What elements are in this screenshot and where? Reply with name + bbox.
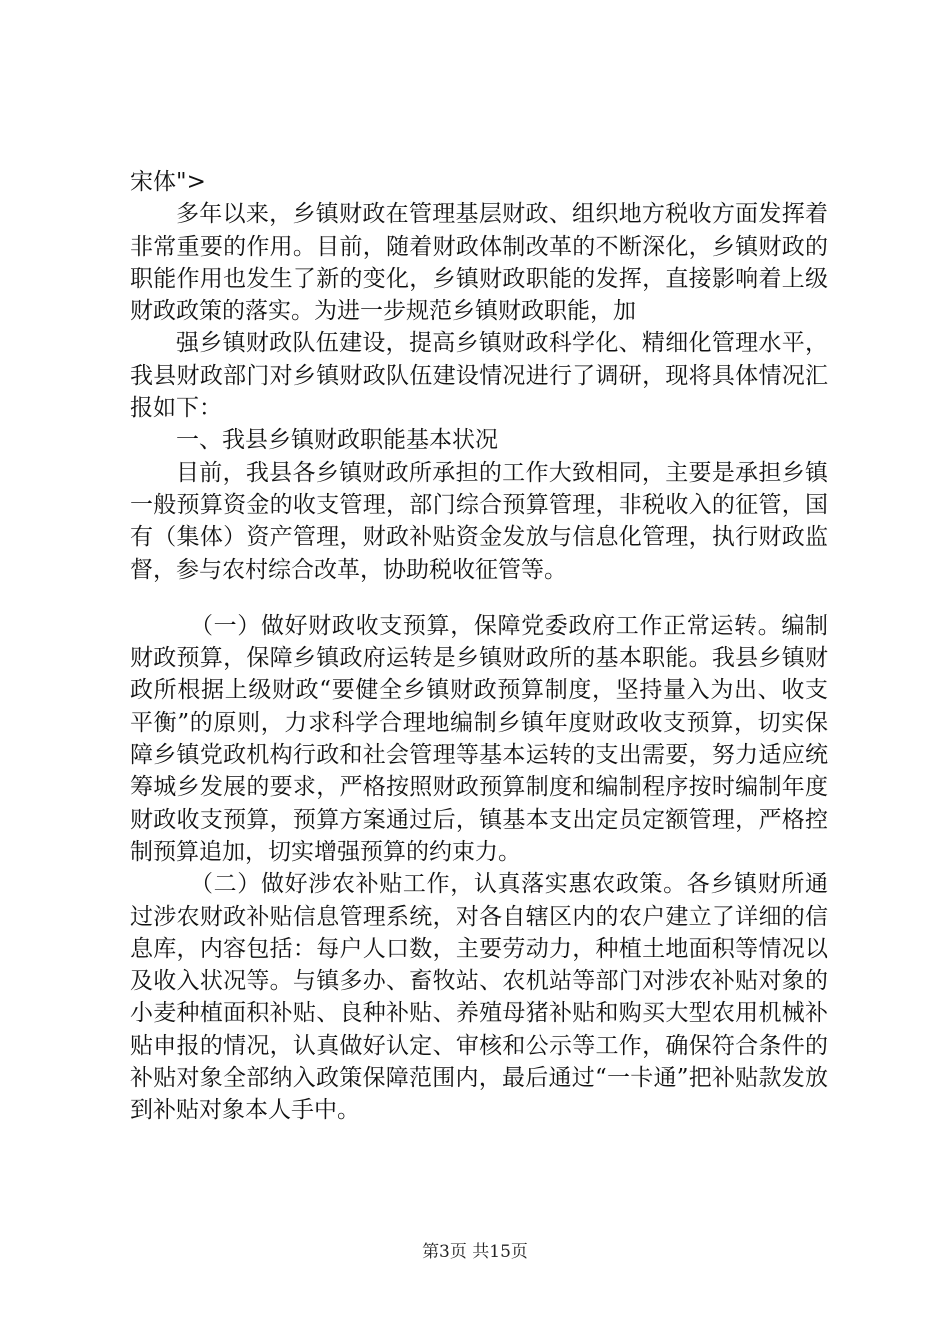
page-number-footer: 第3页 共15页: [422, 1242, 528, 1262]
paragraph-intro-continued: 强乡镇财政队伍建设，提高乡镇财政科学化、精细化管理水平，我县财政部门对乡镇财政队伍建设情况进行了调研，现将具体情况汇报如下：: [130, 330, 828, 422]
paragraph-subsidy: （二）做好涉农补贴工作，认真落实惠农政策。各乡镇财所通过涉农财政补贴信息管理系统，对各自辖区内的农户建立了详细的信息库，内容包括：每户人口数，主要劳动力，种植土地面积等情况以及收入状况等。与镇多办、畜牧站、农机站等部门对涉农补贴对象的小麦种植面积补贴、良种补贴、养殖母猪补贴和购买大型农用机械补贴申报的情况，认真做好认定、审核和公示等工作，确保符合条件的补贴对象全部纳入政策保障范围内，最后通过“一卡通”把补贴款发放到补贴对象本人手中。: [130, 871, 828, 1124]
document-body: [130, 166, 828, 1127]
paragraph-intro: 多年以来，乡镇财政在管理基层财政、组织地方税收方面发挥着非常重要的作用。目前，随着财政体制改革的不断深化，乡镇财政的职能作用也发生了新的变化，乡镇财政职能的发挥，直接影响着上级财政政策的落实。为进一步规范乡镇财政职能，加: [130, 201, 828, 325]
paragraph-functions-overview: 目前，我县各乡镇财政所承担的工作大致相同，主要是承担乡镇一般预算资金的收支管理，部门综合预算管理，非税收入的征管，国有（集体）资产管理，财政补贴资金发放与信息化管理，执行财政监督，参与农村综合改革，协助税收征管等。: [130, 459, 828, 583]
leading-fragment: 宋体">: [130, 169, 206, 195]
paragraph-budget: （一）做好财政收支预算，保障党委政府工作正常运转。编制财政预算，保障乡镇政府运转是乡镇财政所的基本职能。我县乡镇财政所根据上级财政“要健全乡镇财政预算制度，坚持量入为出、收支平衡”的原则，力求科学合理地编制乡镇年度财政收支预算，切实保障乡镇党政机构行政和社会管理等基本运转的支出需要，努力适应统筹城乡发展的要求，严格按照财政预算制度和编制程序按时编制年度财政收支预算，预算方案通过后，镇基本支出定员定额管理，严格控制预算追加，切实增强预算的约束力。: [130, 612, 828, 865]
paragraph-gap: [130, 586, 828, 610]
section-heading: 一、我县乡镇财政职能基本状况: [176, 427, 498, 454]
